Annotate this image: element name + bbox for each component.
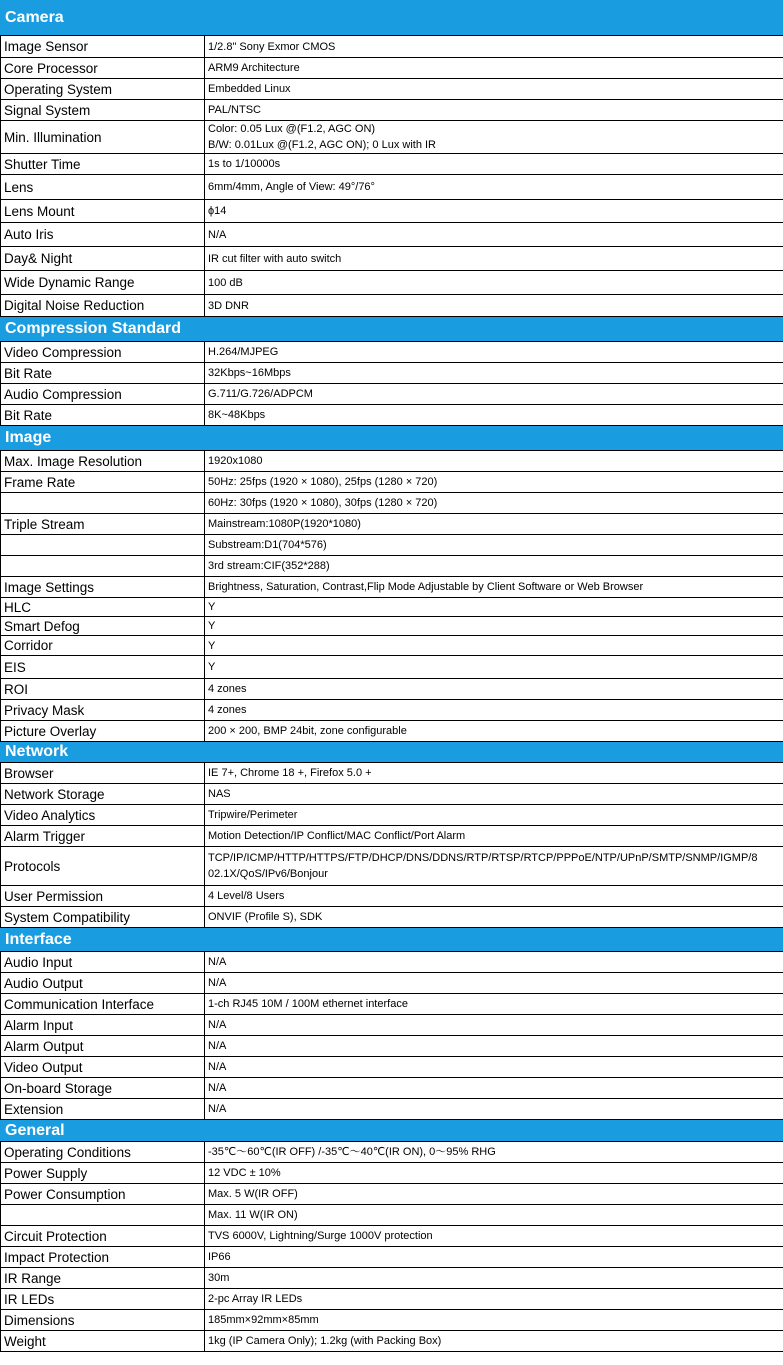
spec-value-line: 32Kbps~16Mbps <box>208 367 291 379</box>
spec-label: Corridor <box>1 636 205 656</box>
spec-value <box>205 826 783 847</box>
spec-value <box>205 1142 783 1163</box>
spec-value-line: N/A <box>208 1019 227 1031</box>
spec-value-line: N/A <box>208 1061 227 1073</box>
spec-label: Lens <box>1 175 205 200</box>
spec-label: Shutter Time <box>1 154 205 175</box>
spec-value-line: N/A <box>208 977 227 989</box>
spec-value-line: 4 Level/8 Users <box>208 890 285 902</box>
spec-value <box>205 763 783 784</box>
spec-value <box>205 36 783 58</box>
spec-value-line: 3D DNR <box>208 299 249 312</box>
spec-row <box>1 472 783 493</box>
spec-label: Communication Interface <box>1 994 205 1015</box>
spec-value <box>205 175 783 200</box>
spec-value-line: 1/2.8" Sony Exmor CMOS <box>208 40 336 53</box>
spec-label: IR LEDs <box>1 1289 205 1310</box>
spec-value <box>205 271 783 295</box>
section-header <box>1 928 783 952</box>
spec-label: Triple Stream <box>1 514 205 535</box>
spec-value-line: Y <box>208 661 216 673</box>
spec-label <box>1 1205 205 1226</box>
spec-label: Impact Protection <box>1 1247 205 1268</box>
spec-label: System Compatibility <box>1 907 205 928</box>
spec-value-line: Embedded Linux <box>208 83 291 95</box>
spec-value <box>205 1310 783 1331</box>
spec-row <box>1 1184 783 1205</box>
spec-value-line: 12 VDC ± 10% <box>208 1167 281 1179</box>
spec-value <box>205 1015 783 1036</box>
spec-value <box>205 656 783 679</box>
spec-value <box>205 154 783 175</box>
spec-row <box>1 493 783 514</box>
spec-value-line: 6mm/4mm, Angle of View: 49°/76° <box>208 181 375 193</box>
spec-value <box>205 535 783 556</box>
spec-label: Image Sensor <box>1 36 205 58</box>
spec-label: ROI <box>1 679 205 700</box>
spec-value-line: Motion Detection/IP Conflict/MAC Conflict/Port Alarm <box>208 830 466 842</box>
spec-label: Frame Rate <box>1 472 205 493</box>
spec-row <box>1 175 783 200</box>
spec-label <box>1 493 205 514</box>
spec-row <box>1 247 783 271</box>
spec-label: Power Consumption <box>1 1184 205 1205</box>
spec-row <box>1 154 783 175</box>
spec-value-line: 3rd stream:CIF(352*288) <box>208 560 330 572</box>
spec-row <box>1 1310 783 1331</box>
spec-label: HLC <box>1 598 205 617</box>
spec-label: Smart Defog <box>1 617 205 636</box>
spec-label: Power Supply <box>1 1163 205 1184</box>
spec-label: Signal System <box>1 100 205 121</box>
spec-value-line: 50Hz: 25fps (1920 × 1080), 25fps (1280 × 720) <box>208 476 438 488</box>
spec-label: Wide Dynamic Range <box>1 271 205 295</box>
spec-label: Extension <box>1 1099 205 1120</box>
spec-row <box>1 847 783 886</box>
spec-row <box>1 994 783 1015</box>
section-title: Camera <box>1 1 783 36</box>
spec-value <box>205 721 783 742</box>
spec-label: Network Storage <box>1 784 205 805</box>
spec-row <box>1 656 783 679</box>
spec-value <box>205 994 783 1015</box>
spec-label <box>1 535 205 556</box>
section-header <box>1 1 783 36</box>
spec-value <box>205 1099 783 1120</box>
spec-row <box>1 1289 783 1310</box>
spec-row <box>1 1205 783 1226</box>
spec-row <box>1 556 783 577</box>
spec-value <box>205 363 783 384</box>
spec-value-line: Mainstream:1080P(1920*1080) <box>208 518 361 530</box>
spec-row <box>1 617 783 636</box>
spec-value-line: 02.1X/QoS/IPv6/Bonjour <box>208 868 328 880</box>
spec-value <box>205 556 783 577</box>
spec-row <box>1 1247 783 1268</box>
spec-row <box>1 763 783 784</box>
spec-row <box>1 784 783 805</box>
spec-row <box>1 295 783 317</box>
spec-row <box>1 36 783 58</box>
spec-value <box>205 847 783 886</box>
spec-label: Audio Output <box>1 973 205 994</box>
spec-label: Bit Rate <box>1 405 205 426</box>
spec-row <box>1 973 783 994</box>
spec-value-line: Y <box>208 639 216 652</box>
spec-label: Min. Illumination <box>1 121 205 154</box>
spec-value <box>205 636 783 656</box>
spec-row <box>1 514 783 535</box>
spec-value-line: TVS 6000V, Lightning/Surge 1000V protection <box>208 1230 433 1242</box>
spec-label: Core Processor <box>1 58 205 79</box>
spec-row <box>1 886 783 907</box>
spec-row <box>1 1268 783 1289</box>
spec-value <box>205 1184 783 1205</box>
spec-row <box>1 721 783 742</box>
spec-label: Operating System <box>1 79 205 100</box>
spec-value-line: TCP/IP/ICMP/HTTP/HTTPS/FTP/DHCP/DNS/DDNS/RTP/RTSP/RTCP/PPPoE/NTP/UPnP/SMTP/SNMP/IGMP/8 <box>208 852 758 864</box>
spec-label: Protocols <box>1 847 205 886</box>
spec-row <box>1 636 783 656</box>
spec-label: Auto Iris <box>1 223 205 247</box>
spec-row <box>1 535 783 556</box>
spec-value <box>205 1163 783 1184</box>
spec-value-line: 1s to 1/10000s <box>208 158 281 170</box>
spec-value-line: 8K~48Kbps <box>208 409 266 421</box>
spec-value <box>205 121 783 154</box>
spec-value <box>205 784 783 805</box>
spec-label: EIS <box>1 656 205 679</box>
spec-value <box>205 223 783 247</box>
spec-label: Operating Conditions <box>1 1142 205 1163</box>
spec-label: On-board Storage <box>1 1078 205 1099</box>
spec-value <box>205 700 783 721</box>
spec-label: Max. Image Resolution <box>1 451 205 472</box>
spec-label: User Permission <box>1 886 205 907</box>
spec-value <box>205 493 783 514</box>
spec-value <box>205 200 783 223</box>
spec-row <box>1 1331 783 1352</box>
spec-value-line: G.711/G.726/ADPCM <box>208 388 313 400</box>
spec-row <box>1 1142 783 1163</box>
spec-row <box>1 363 783 384</box>
spec-row <box>1 384 783 405</box>
spec-value <box>205 805 783 826</box>
spec-value-line: IE 7+, Chrome 18 +, Firefox 5.0 + <box>208 767 372 779</box>
spec-row <box>1 598 783 617</box>
section-header <box>1 1120 783 1142</box>
section-title: Image <box>1 426 783 451</box>
spec-value <box>205 472 783 493</box>
spec-label: Alarm Output <box>1 1036 205 1057</box>
spec-value-line: Max. 5 W(IR OFF) <box>208 1188 298 1200</box>
spec-value-line: 60Hz: 30fps (1920 × 1080), 30fps (1280 × 720) <box>208 497 438 509</box>
spec-row <box>1 952 783 973</box>
spec-value-line: ARM9 Architecture <box>208 62 300 74</box>
spec-value-line: 100 dB <box>208 276 243 289</box>
spec-value-line: 1-ch RJ45 10M / 100M ethernet interface <box>208 998 408 1010</box>
spec-value <box>205 907 783 928</box>
spec-value-line: 1kg (IP Camera Only); 1.2kg (with Packing Box) <box>208 1335 442 1347</box>
spec-value <box>205 247 783 271</box>
spec-label: Audio Input <box>1 952 205 973</box>
spec-value-line: -35℃～60℃(IR OFF) /-35℃～40℃(IR ON), 0～95% RHG <box>208 1146 496 1158</box>
spec-row <box>1 121 783 154</box>
spec-value <box>205 1078 783 1099</box>
spec-value <box>205 679 783 700</box>
spec-value <box>205 886 783 907</box>
spec-value <box>205 451 783 472</box>
spec-value-line: Color: 0.05 Lux @(F1.2, AGC ON) <box>208 123 376 135</box>
spec-row <box>1 1099 783 1120</box>
spec-value-line: N/A <box>208 1103 227 1115</box>
spec-value <box>205 617 783 636</box>
spec-value-line: Substream:D1(704*576) <box>208 539 327 551</box>
spec-value-line: H.264/MJPEG <box>208 346 279 358</box>
spec-value <box>205 1036 783 1057</box>
spec-value-line: 30m <box>208 1272 230 1284</box>
spec-label: Privacy Mask <box>1 700 205 721</box>
spec-row <box>1 100 783 121</box>
spec-value <box>205 295 783 317</box>
spec-value <box>205 1268 783 1289</box>
spec-value-line: 4 zones <box>208 683 247 695</box>
spec-value-line: 4 zones <box>208 704 247 716</box>
spec-value <box>205 342 783 363</box>
spec-label: Video Compression <box>1 342 205 363</box>
spec-value <box>205 1289 783 1310</box>
spec-label: Weight <box>1 1331 205 1352</box>
spec-label: Picture Overlay <box>1 721 205 742</box>
spec-label: Browser <box>1 763 205 784</box>
spec-value-line: NAS <box>208 788 231 800</box>
spec-value-line: 200 × 200, BMP 24bit, zone configurable <box>208 725 407 737</box>
spec-row <box>1 1226 783 1247</box>
spec-value-line: 2-pc Array IR LEDs <box>208 1293 303 1305</box>
spec-row <box>1 700 783 721</box>
spec-label: Digital Noise Reduction <box>1 295 205 317</box>
spec-row <box>1 405 783 426</box>
section-header <box>1 742 783 763</box>
spec-row <box>1 826 783 847</box>
spec-label <box>1 556 205 577</box>
spec-label: Audio Compression <box>1 384 205 405</box>
spec-value-line: N/A <box>208 956 227 968</box>
spec-label: Alarm Trigger <box>1 826 205 847</box>
spec-value <box>205 952 783 973</box>
spec-value <box>205 577 783 598</box>
section-title: Network <box>1 742 783 763</box>
spec-label: Day& Night <box>1 247 205 271</box>
spec-value <box>205 405 783 426</box>
spec-row <box>1 679 783 700</box>
spec-table-body <box>1 1 783 1352</box>
spec-row <box>1 1163 783 1184</box>
spec-label: Image Settings <box>1 577 205 598</box>
spec-value-line: N/A <box>208 1040 227 1052</box>
spec-row <box>1 1036 783 1057</box>
spec-label: Bit Rate <box>1 363 205 384</box>
spec-value <box>205 598 783 617</box>
spec-row <box>1 1015 783 1036</box>
spec-label: Video Output <box>1 1057 205 1078</box>
spec-value <box>205 973 783 994</box>
spec-value-line: Tripwire/Perimeter <box>208 809 298 821</box>
spec-label: Alarm Input <box>1 1015 205 1036</box>
spec-value-line: IP66 <box>208 1251 231 1263</box>
spec-row <box>1 79 783 100</box>
spec-row <box>1 342 783 363</box>
spec-value-line: Y <box>208 620 216 632</box>
spec-value <box>205 79 783 100</box>
section-header <box>1 317 783 342</box>
spec-row <box>1 223 783 247</box>
spec-value <box>205 1226 783 1247</box>
spec-row <box>1 577 783 598</box>
spec-value-line: 1920x1080 <box>208 455 263 467</box>
spec-value <box>205 1205 783 1226</box>
spec-row <box>1 200 783 223</box>
spec-label: Video Analytics <box>1 805 205 826</box>
spec-value <box>205 384 783 405</box>
spec-value-line: N/A <box>208 228 227 241</box>
spec-value <box>205 1247 783 1268</box>
spec-value <box>205 514 783 535</box>
spec-label: Dimensions <box>1 1310 205 1331</box>
spec-value <box>205 1057 783 1078</box>
spec-row <box>1 451 783 472</box>
spec-value-line: ONVIF (Profile S), SDK <box>208 911 323 923</box>
section-title: Compression Standard <box>1 317 783 342</box>
spec-value <box>205 58 783 79</box>
spec-value-line: Max. 11 W(IR ON) <box>208 1209 298 1221</box>
spec-label: Circuit Protection <box>1 1226 205 1247</box>
spec-row <box>1 907 783 928</box>
section-title: Interface <box>1 928 783 952</box>
spec-value-line: IR cut filter with auto switch <box>208 252 342 265</box>
spec-value-line: ϕ14 <box>208 205 227 217</box>
spec-value <box>205 1331 783 1352</box>
section-title: General <box>1 1120 783 1142</box>
spec-value-line: 185mm×92mm×85mm <box>208 1314 319 1326</box>
spec-row <box>1 271 783 295</box>
spec-value-line: Brightness, Saturation, Contrast,Flip Mode Adjustable by Client Software or Web Browser <box>208 581 644 593</box>
spec-value-line: N/A <box>208 1082 227 1094</box>
spec-row <box>1 1078 783 1099</box>
spec-row <box>1 58 783 79</box>
spec-row <box>1 1057 783 1078</box>
spec-label: Lens Mount <box>1 200 205 223</box>
spec-value-line: Y <box>208 601 216 613</box>
spec-value-line: B/W: 0.01Lux @(F1.2, AGC ON); 0 Lux with IR <box>208 139 436 151</box>
spec-label: IR Range <box>1 1268 205 1289</box>
spec-row <box>1 805 783 826</box>
spec-value <box>205 100 783 121</box>
section-header <box>1 426 783 451</box>
spec-value-line: PAL/NTSC <box>208 104 261 116</box>
